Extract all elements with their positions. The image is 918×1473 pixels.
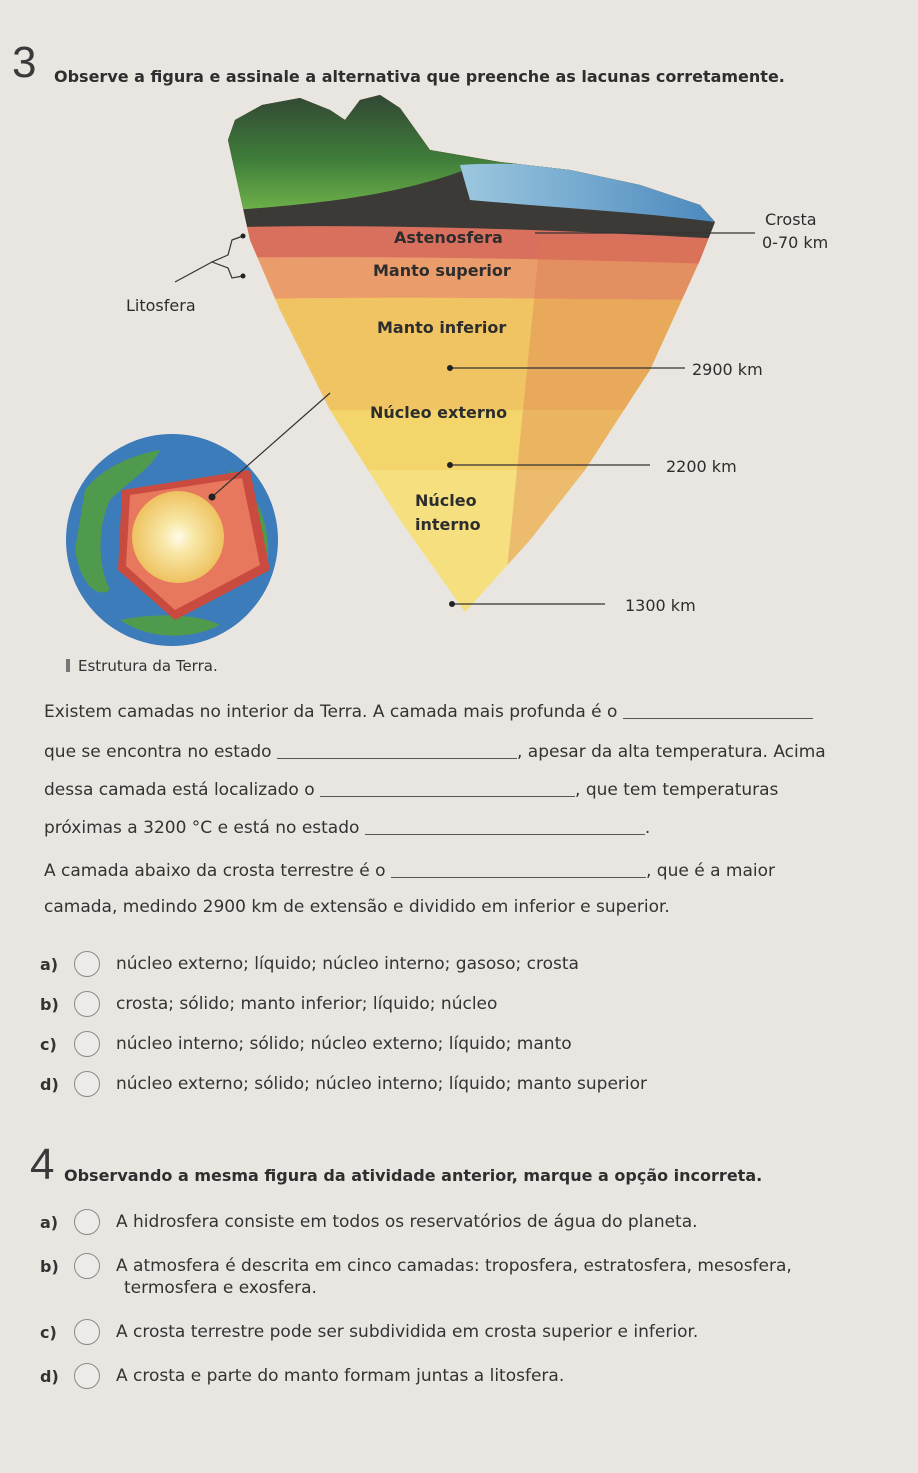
q4-option-b-radio[interactable] <box>74 1253 100 1279</box>
paragraph1-line3 <box>44 780 778 800</box>
caption-text: Estrutura da Terra. <box>78 657 218 675</box>
label-litosfera: Litosfera <box>126 296 196 315</box>
q3-option-d-letter: d) <box>40 1074 59 1094</box>
q3-option-d-text: núcleo externo; sólido; núcleo interno; líquido; manto superior <box>116 1074 648 1094</box>
q3-option-c[interactable] <box>40 1031 572 1057</box>
label-2900-km: 2900 km <box>692 360 763 379</box>
q4-option-d-text: A crosta e parte do manto formam juntas a litosfera. <box>116 1366 565 1386</box>
paragraph1-line2 <box>44 742 826 762</box>
q3-option-c-text: núcleo interno; sólido; núcleo externo; líquido; manto <box>116 1034 572 1054</box>
globe-cutaway <box>66 434 278 646</box>
q3-option-b-letter: b) <box>40 994 59 1014</box>
label-manto-superior: Manto superior <box>373 261 511 280</box>
figure-caption <box>66 657 218 675</box>
label-nucleo-interno-line2: interno <box>415 515 481 534</box>
q4-option-c-letter: c) <box>40 1322 57 1342</box>
label-manto-inferior: Manto inferior <box>377 318 507 337</box>
q4-option-a-letter: a) <box>40 1212 59 1232</box>
paragraph1-line1-text: Existem camadas no interior da Terra. A camada mais profunda é o <box>44 702 618 722</box>
q4-option-b-text: A atmosfera é descrita em cinco camadas: troposfera, estratosfera, mesosfera, <box>116 1256 792 1276</box>
q3-option-a[interactable] <box>40 951 579 977</box>
q3-option-d[interactable] <box>40 1071 647 1097</box>
q4-option-a-radio[interactable] <box>74 1209 100 1235</box>
q4-option-c[interactable] <box>40 1319 698 1345</box>
label-crosta-km: 0-70 km <box>762 233 829 252</box>
q4-option-b[interactable] <box>40 1253 792 1279</box>
label-1300-km: 1300 km <box>625 596 696 615</box>
label-crosta: Crosta <box>765 210 817 229</box>
label-2200-km: 2200 km <box>666 457 737 476</box>
paragraph1-line4-b: . <box>644 818 651 838</box>
earth-wedge <box>200 80 740 640</box>
q4-option-b-letter: b) <box>40 1256 59 1276</box>
blank-3[interactable] <box>320 782 575 797</box>
paragraph1-line2-b: , apesar da alta temperatura. Acima <box>516 742 826 762</box>
paragraph1-line1 <box>44 702 813 722</box>
q4-option-d[interactable] <box>40 1363 564 1389</box>
question-3-title: Observe a figura e assinale a alternativa que preenche as lacunas corretamente. <box>54 67 785 86</box>
paragraph1-line4 <box>44 818 650 838</box>
label-nucleo-externo: Núcleo externo <box>370 403 508 422</box>
q3-option-a-text: núcleo externo; líquido; núcleo interno; gasoso; crosta <box>116 954 579 974</box>
q3-option-b[interactable] <box>40 991 497 1017</box>
question-4-title: Observando a mesma figura da atividade anterior, marque a opção incorreta. <box>64 1166 763 1185</box>
paragraph1-line2-a: que se encontra no estado <box>44 742 272 762</box>
q4-option-c-radio[interactable] <box>74 1319 100 1345</box>
q4-option-b-text-line2: termosfera e exosfera. <box>124 1278 317 1298</box>
q3-option-c-radio[interactable] <box>74 1031 100 1057</box>
q4-option-c-text: A crosta terrestre pode ser subdividida em crosta superior e inferior. <box>116 1322 699 1342</box>
blank-2[interactable] <box>277 744 517 759</box>
q3-option-c-letter: c) <box>40 1034 57 1054</box>
q3-option-b-text: crosta; sólido; manto inferior; líquido; núcleo <box>116 994 498 1014</box>
q4-option-d-radio[interactable] <box>74 1363 100 1389</box>
caption-bar <box>66 659 70 672</box>
q3-option-b-radio[interactable] <box>74 991 100 1017</box>
blank-1[interactable] <box>623 704 813 719</box>
q4-option-d-letter: d) <box>40 1366 59 1386</box>
blank-5[interactable] <box>391 863 646 878</box>
paragraph2-line1 <box>44 861 775 881</box>
label-astenosfera: Astenosfera <box>394 228 503 247</box>
paragraph1-line4-a: próximas a 3200 °C e está no estado <box>44 818 360 838</box>
paragraph1-line3-b: , que tem temperaturas <box>575 780 779 800</box>
blank-4[interactable] <box>365 820 645 835</box>
paragraph1-line3-a: dessa camada está localizado o <box>44 780 315 800</box>
question-3-number: 3 <box>12 38 37 87</box>
q3-option-a-radio[interactable] <box>74 951 100 977</box>
paragraph2-line1-b: , que é a maior <box>645 861 775 881</box>
question-4-number: 4 <box>30 1140 55 1189</box>
q4-option-a-text: A hidrosfera consiste em todos os reservatórios de água do planeta. <box>116 1212 698 1232</box>
q3-option-d-radio[interactable] <box>74 1071 100 1097</box>
label-nucleo-interno-line1: Núcleo <box>415 491 477 510</box>
paragraph2-line2: camada, medindo 2900 km de extensão e dividido em inferior e superior. <box>44 897 670 917</box>
q3-option-a-letter: a) <box>40 954 59 974</box>
q4-option-a[interactable] <box>40 1209 698 1235</box>
paragraph2-line1-a: A camada abaixo da crosta terrestre é o <box>44 861 386 881</box>
